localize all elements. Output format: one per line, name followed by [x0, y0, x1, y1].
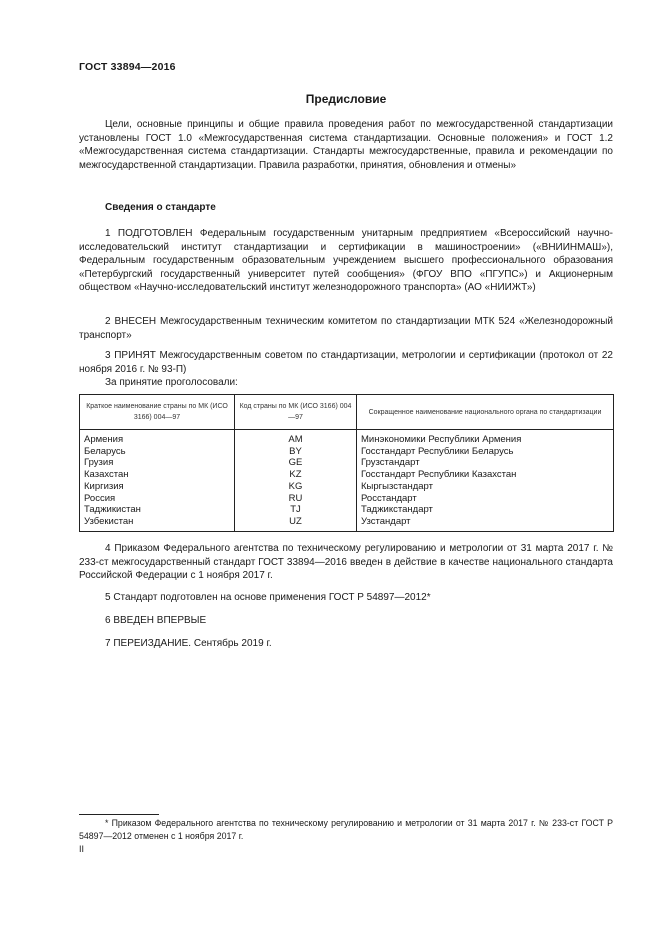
- country-name: Узбекистан: [80, 516, 235, 531]
- standards-body: Росстандарт: [357, 493, 614, 505]
- country-code: GE: [235, 457, 357, 469]
- page-number: II: [79, 844, 85, 854]
- vote-line: За принятие проголосовали:: [105, 377, 238, 388]
- country-name: Россия: [80, 493, 235, 505]
- table-row: [80, 504, 614, 516]
- country-code: KG: [235, 481, 357, 493]
- country-code: TJ: [235, 504, 357, 516]
- item-5-based-on: 5 Стандарт подготовлен на основе применения ГОСТ Р 54897—2012*: [105, 592, 431, 603]
- country-name: Киргизия: [80, 481, 235, 493]
- table-row: [80, 469, 614, 481]
- standards-body: Госстандарт Республики Казахстан: [357, 469, 614, 481]
- table-row: [80, 430, 614, 446]
- standards-body: Минэкономики Республики Армения: [357, 430, 614, 446]
- standards-body: Таджикстандарт: [357, 504, 614, 516]
- country-code: KZ: [235, 469, 357, 481]
- item-3-adopted: 3 ПРИНЯТ Межгосударственным советом по стандартизации, метрологии и сертификации (протокол от 22 ноября 2016 г. № 93-П): [79, 350, 613, 375]
- col-header-code: Код страны по МК (ИСО 3166) 004—97: [235, 395, 357, 430]
- item-1-prepared: 1 ПОДГОТОВЛЕН Федеральным государственным унитарным предприятием «Всероссийский научно-исследовательский институт стандартизации и сертификации в машиностроении» («ВНИИНМАШ»), Федеральным государственным образовательным учреждением высшего профессионального образования «Петербургский государственный университет путей сообщения» (ФГОУ ВПО «ПГУПС») и Акционерным обществом «Научно-исследовательский институт железнодорожного транспорта» (АО «НИИЖТ»): [79, 228, 613, 294]
- table-header-row: [80, 395, 614, 430]
- country-code: AM: [235, 430, 357, 446]
- country-code: RU: [235, 493, 357, 505]
- country-code: BY: [235, 446, 357, 458]
- table-row: [80, 481, 614, 493]
- table-row: [80, 493, 614, 505]
- intro-paragraph: Цели, основные принципы и общие правила проведения работ по межгосударственной стандартизации установлены ГОСТ 1.0 «Межгосударственная система стандартизации. Основные положения» и ГОСТ 1.2 «Межгосударственная система стандартизации. Стандарты межгосударственные, правила и рекомендации по межгосударственной стандартизации. Правила разработки, принятия, обновления и отмены»: [79, 119, 613, 171]
- standards-body: Грузстандарт: [357, 457, 614, 469]
- country-name: Беларусь: [80, 446, 235, 458]
- footnote-divider: [79, 814, 159, 815]
- item-2-introduced: 2 ВНЕСЕН Межгосударственным техническим комитетом по стандартизации МТК 524 «Железнодорожный транспорт»: [79, 316, 613, 341]
- country-code: UZ: [235, 516, 357, 531]
- table-row: [80, 457, 614, 469]
- standards-body: Кыргызстандарт: [357, 481, 614, 493]
- footnote: * Приказом Федерального агентства по техническому регулированию и метрологии от 31 марта 2017 г. № 233-ст ГОСТ Р 54897—2012 отменен с 1 ноября 2017 г.: [79, 818, 613, 841]
- standards-body: Узстандарт: [357, 516, 614, 531]
- country-name: Грузия: [80, 457, 235, 469]
- country-name: Казахстан: [80, 469, 235, 481]
- section-heading: Сведения о стандарте: [105, 202, 216, 213]
- item-6-first-introduced: 6 ВВЕДЕН ВПЕРВЫЕ: [105, 615, 207, 626]
- country-name: Таджикистан: [80, 504, 235, 516]
- standards-body: Госстандарт Республики Беларусь: [357, 446, 614, 458]
- voting-countries-table: [79, 394, 614, 532]
- col-header-body: Сокращенное наименование национального органа по стандартизации: [357, 395, 614, 430]
- country-name: Армения: [80, 430, 235, 446]
- document-code: ГОСТ 33894—2016: [79, 61, 176, 73]
- table-row: [80, 516, 614, 531]
- page-title: Предисловие: [305, 92, 387, 106]
- item-4-enacted: 4 Приказом Федерального агентства по техническому регулированию и метрологии от 31 марта 2017 г. № 233-ст межгосударственный стандарт ГОСТ 33894—2016 введен в действие в качестве национального стандарта Российской Федерации с 1 ноября 2017 г.: [79, 543, 613, 582]
- item-7-reissue: 7 ПЕРЕИЗДАНИЕ. Сентябрь 2019 г.: [105, 638, 272, 649]
- col-header-country: Краткое наименование страны по МК (ИСО 3166) 004—97: [80, 395, 235, 430]
- table-row: [80, 446, 614, 458]
